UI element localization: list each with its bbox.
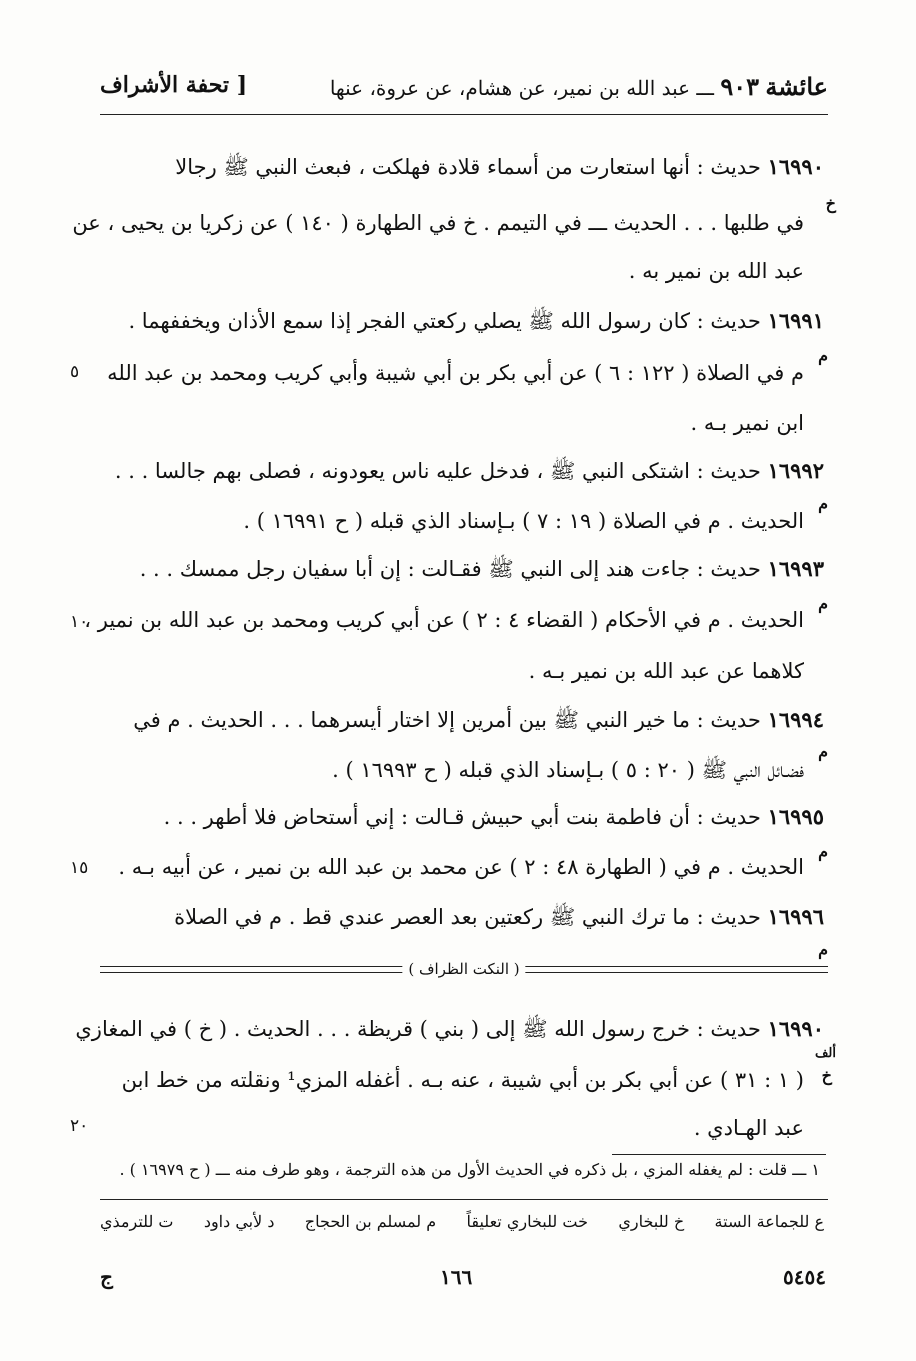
entry-number: ١٦٩٩٠ <box>767 1016 824 1041</box>
abbreviation-item: ت للترمذي <box>100 1212 174 1231</box>
entry-line: عبد الله بن نمير به . <box>628 259 804 283</box>
abbreviation-item: خ للبخاري <box>618 1212 685 1231</box>
entry-line: عبد الهـادي . <box>693 1116 804 1140</box>
abbreviations-key <box>100 1212 824 1231</box>
entry-line: ١٦٩٩٠ حديث : خرج رسول الله ﷺ إلى ( بني ) قريظة . . . الحديث . ( خ ) في المغازي <box>75 1016 824 1041</box>
entry-line: في طلبها . . . الحديث ـــ في التيمم . خ في الطهارة ( ١٤٠ ) عن زكريا بن يحيى ، عن <box>72 211 804 235</box>
entry-number: ١٦٩٩٠ <box>767 154 824 179</box>
entry-number: ١٦٩٩٦ <box>767 904 824 929</box>
entry-number: ١٦٩٩٤ <box>767 707 824 732</box>
entry-number: ١٦٩٩١ <box>767 308 824 333</box>
volume-mark: ج <box>100 1265 113 1289</box>
running-header-chain <box>330 72 828 101</box>
entry-line: ١٦٩٩١ حديث : كان رسول الله ﷺ يصلي ركعتي الفجر إذا سمع الأذان ويخففهما . <box>128 308 824 333</box>
line-number: ٥ <box>70 362 80 382</box>
section-separator <box>100 958 828 982</box>
entry-line: ١٦٩٩٠ حديث : أنها استعارت من أسماء قلادة فهلكت ، فبعث النبي ﷺ رجالا <box>175 154 824 179</box>
entry-line: الحديث . م في الصلاة ( ١٩ : ٧ ) بـإسناد الذي قبله ( ح ١٦٩٩١ ) . <box>243 509 804 533</box>
entry-line: الحديث . م في ( الطهارة ٤٨ : ٢ ) عن محمد بن عبد الله بن نمير ، عن أبيه بـه . <box>118 855 804 879</box>
footnote: ١ ـــ قلت : لم يغفله المزي ، بل ذكره في الحديث الأول من هذه الترجمة ، وهو طرف منه ـــ ( ح ١٦٩٧٩ ) . <box>119 1160 820 1179</box>
sequence-number: ٥٤٥٤ <box>783 1265 826 1289</box>
line-number: ١٥ <box>70 858 89 878</box>
line-number: ١٠ <box>70 612 89 632</box>
entry-line: ١٦٩٩٦ حديث : ما ترك النبي ﷺ ركعتين بعد العصر عندي قط . م في الصلاة <box>174 904 824 929</box>
margin-siglum: م <box>818 346 828 365</box>
margin-siglum: خ <box>821 1066 832 1085</box>
abbreviation-item: م لمسلم بن الحجاج <box>304 1212 437 1231</box>
entry-line: ١٦٩٩٤ حديث : ما خير النبي ﷺ بين أمرين إلا اختار أيسرهما . . . الحديث . م في <box>133 707 824 732</box>
entry-line: الحديث . م في الأحكام ( القضاء ٤ : ٢ ) عن أبي كريب ومحمد بن عبد الله بن نمير ، <box>84 608 804 632</box>
line-number: ٢٠ <box>70 1116 89 1136</box>
entry-line: فضـائل النبي ﷺ ( ٢٠ : ٥ ) بـإسناد الذي قبله ( ح ١٦٩٩٣ ) . <box>332 758 804 782</box>
entry-line: ١٦٩٩٣ حديث : جاءت هند إلى النبي ﷺ فقـالت : إن أبا سفيان رجل ممسك . . . <box>139 556 824 581</box>
page-number: ١٦٦ <box>440 1265 473 1289</box>
entry-line: ابن نمير بـه . <box>690 411 804 435</box>
margin-siglum: خ <box>825 194 836 213</box>
margin-siglum: ألف <box>814 1046 836 1061</box>
chain-text: ـــ عبد الله بن نمير، عن هشام، عن عروة، عنها <box>329 76 715 100</box>
entry-line: ١٦٩٩٢ حديث : اشتكى النبي ﷺ ، فدخل عليه ناس يعودونه ، فصلى بهم جالسا . . . <box>114 458 824 483</box>
abbreviation-item: د لأبي داود <box>203 1212 275 1231</box>
chain-number: ٩٠٣ <box>720 72 760 101</box>
separator-label: ( النكت الظراف ) <box>402 959 525 979</box>
chain-name: عائشة <box>765 72 828 101</box>
entry-line: م في الصلاة ( ١٢٢ : ٦ ) عن أبي بكر بن أبي شيبة وأبي كريب ومحمد بن عبد الله <box>107 361 804 385</box>
margin-siglum: م <box>818 940 828 959</box>
margin-siglum: م <box>818 494 828 513</box>
abbreviations-rule <box>100 1199 828 1200</box>
entry-number: ١٦٩٩٣ <box>767 556 824 581</box>
margin-siglum: م <box>818 594 828 613</box>
entry-line: ( ١ : ٣١ ) عن أبي بكر بن أبي شيبة ، عنه بـه . أغفله المزي¹ ونقلته من خط ابن <box>121 1068 804 1092</box>
entry-number: ١٦٩٩٥ <box>767 804 824 829</box>
margin-siglum: م <box>818 742 828 761</box>
margin-siglum: م <box>818 842 828 861</box>
abbreviation-item: ع للجماعة الستة <box>714 1212 824 1231</box>
header-rule <box>100 114 828 115</box>
entry-line: ١٦٩٩٥ حديث : أن فاطمة بنت أبي حبيش قـالت : إني أستحاض فلا أطهر . . . <box>163 804 824 829</box>
abbreviation-item: خت للبخاري تعليقاً <box>466 1212 588 1231</box>
entry-number: ١٦٩٩٢ <box>767 458 824 483</box>
entry-line: كلاهما عن عبد الله بن نمير بـه . <box>528 659 804 683</box>
running-header-book-title: [ تحفة الأشراف <box>100 72 248 98</box>
footnote-rule <box>612 1154 826 1155</box>
